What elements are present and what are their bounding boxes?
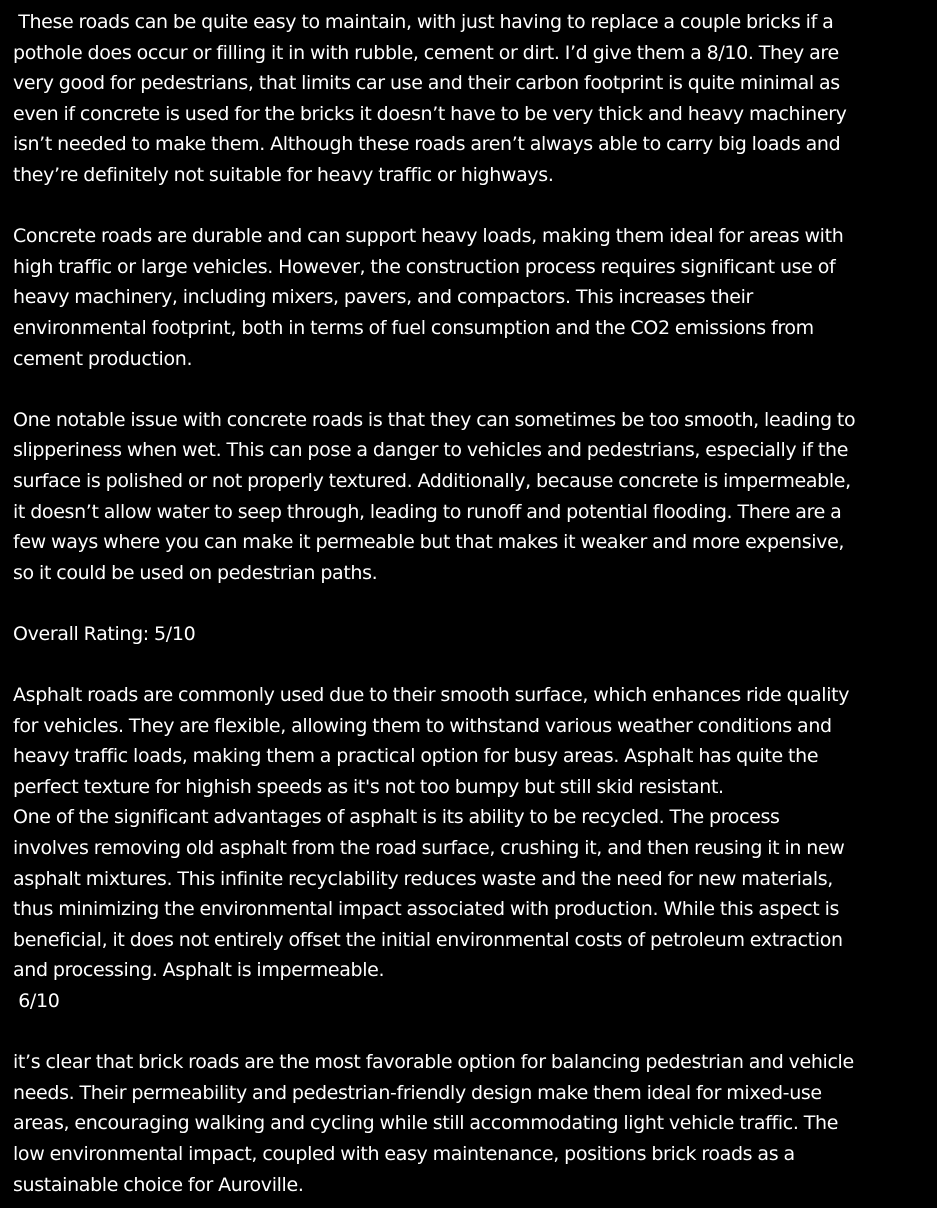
text-line: pothole does occur or filling it in with rubble, cement or dirt. I’d give them a 8/10. They are	[13, 41, 839, 64]
text-line: and processing. Asphalt is impermeable.	[13, 959, 385, 982]
concrete-overall-rating	[13, 619, 928, 650]
text-line: Overall Rating: 5/10	[13, 622, 196, 645]
paragraph-spacer	[13, 649, 928, 680]
text-line: One of the significant advantages of asphalt is its ability to be recycled. The process	[13, 806, 780, 829]
text-line: for vehicles. They are flexible, allowing them to withstand various weather conditions and	[13, 714, 832, 737]
text-line: beneficial, it does not entirely offset the initial environmental costs of petroleum extraction	[13, 928, 843, 951]
text-line: low environmental impact, coupled with easy maintenance, positions brick roads as a	[13, 1142, 795, 1165]
text-line: so it could be used on pedestrian paths.	[13, 561, 378, 584]
paragraph-spacer	[13, 1017, 928, 1048]
text-line: thus minimizing the environmental impact associated with production. While this aspect is	[13, 898, 840, 921]
text-line: 6/10	[13, 990, 60, 1012]
text-line: cement production.	[13, 347, 193, 370]
text-line: isn’t needed to make them. Although these roads aren’t always able to carry big loads and	[13, 133, 841, 156]
text-line: environmental footprint, both in terms of fuel consumption and the CO2 emissions from	[13, 316, 814, 339]
text-line: areas, encouraging walking and cycling while still accommodating light vehicle traffic. The	[13, 1112, 839, 1135]
text-line: One notable issue with concrete roads is that they can sometimes be too smooth, leading to	[13, 408, 856, 431]
paragraph-conclusion	[13, 1047, 928, 1200]
text-line: high traffic or large vehicles. However, the construction process requires significant use of	[13, 255, 836, 278]
text-line: asphalt mixtures. This infinite recyclability reduces waste and the need for new materials,	[13, 867, 833, 890]
text-line: they’re definitely not suitable for heavy traffic or highways.	[13, 163, 554, 186]
paragraph-spacer	[13, 588, 928, 619]
paragraph-spacer	[13, 374, 928, 405]
text-line: perfect texture for highish speeds as it's not too bumpy but still skid resistant.	[13, 775, 724, 798]
text-line: it’s clear that brick roads are the most favorable option for balancing pedestrian and vehicle	[13, 1051, 854, 1074]
text-line: needs. Their permeability and pedestrian-friendly design make them ideal for mixed-use	[13, 1081, 822, 1104]
text-line: it doesn’t allow water to seep through, leading to runoff and potential flooding. There are a	[13, 500, 842, 523]
text-line: Concrete roads are durable and can support heavy loads, making them ideal for areas with	[13, 225, 844, 248]
text-line: These roads can be quite easy to maintain, with just having to replace a couple bricks if a	[13, 11, 834, 33]
paragraph-concrete-durability	[13, 221, 928, 374]
paragraph-spacer	[13, 191, 928, 222]
text-line: heavy machinery, including mixers, pavers, and compactors. This increases their	[13, 286, 753, 309]
paragraph-asphalt	[13, 680, 928, 1017]
text-line: slipperiness when wet. This can pose a danger to vehicles and pedestrians, especially if the	[13, 439, 849, 462]
paragraph-concrete-issues	[13, 405, 928, 589]
text-line: sustainable choice for Auroville.	[13, 1173, 304, 1196]
text-line: Asphalt roads are commonly used due to their smooth surface, which enhances ride quality	[13, 684, 850, 707]
paragraph-brick-roads	[13, 7, 928, 191]
text-line: surface is polished or not properly textured. Additionally, because concrete is impermeable,	[13, 469, 851, 492]
document-body	[13, 7, 928, 1200]
text-line: heavy traffic loads, making them a practical option for busy areas. Asphalt has quite the	[13, 745, 819, 768]
text-line: very good for pedestrians, that limits car use and their carbon footprint is quite minimal as	[13, 72, 840, 95]
text-line: even if concrete is used for the bricks it doesn’t have to be very thick and heavy machinery	[13, 102, 847, 125]
text-line: few ways where you can make it permeable but that makes it weaker and more expensive,	[13, 531, 845, 554]
text-line: involves removing old asphalt from the road surface, crushing it, and then reusing it in new	[13, 837, 845, 860]
